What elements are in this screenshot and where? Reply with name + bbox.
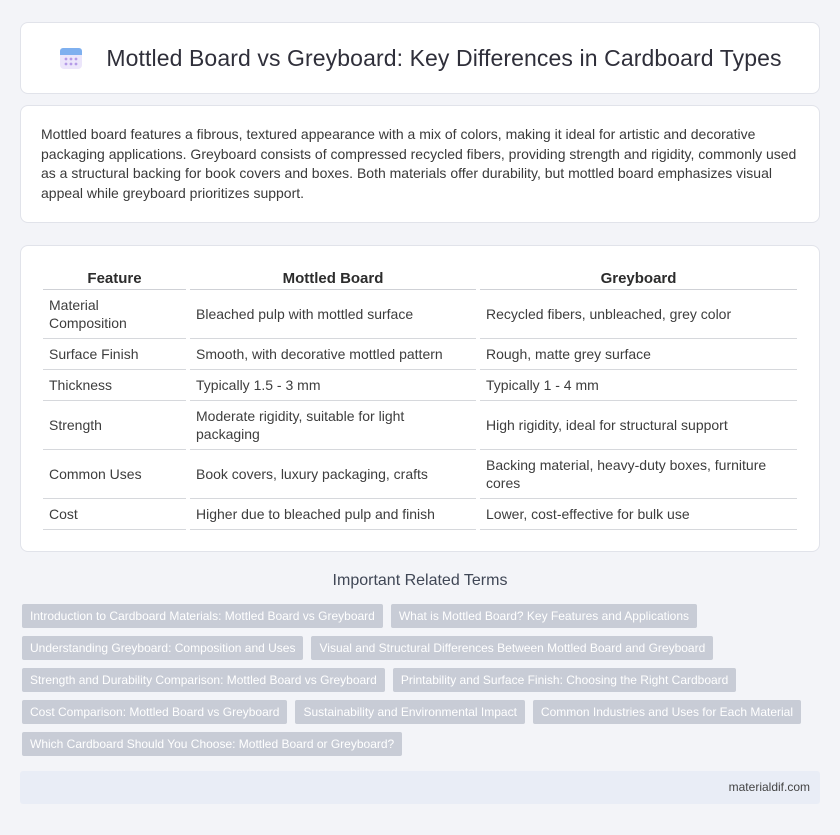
- table-row: [43, 290, 797, 339]
- table-cell: Rough, matte grey surface: [480, 339, 797, 370]
- column-header-mottled-board: Mottled Board: [190, 263, 476, 290]
- table-cell: Lower, cost-effective for bulk use: [480, 499, 797, 530]
- related-term-link[interactable]: Cost Comparison: Mottled Board vs Greyboard: [22, 700, 287, 724]
- column-header-feature: Feature: [43, 263, 186, 290]
- related-terms-section: [0, 572, 840, 590]
- table-cell: Cost: [43, 499, 186, 530]
- table-cell: Higher due to bleached pulp and finish: [190, 499, 476, 530]
- page-title: Mottled Board vs Greyboard: Key Differences in Cardboard Types: [106, 44, 782, 71]
- column-header-greyboard: Greyboard: [480, 263, 797, 290]
- comparison-table-card: [20, 245, 820, 552]
- table-row: [43, 370, 797, 401]
- related-terms-title: Important Related Terms: [332, 572, 508, 589]
- related-term-link[interactable]: Which Cardboard Should You Choose: Mottled Board or Greyboard?: [22, 732, 402, 756]
- header-card: [20, 22, 820, 94]
- table-cell: Common Uses: [43, 450, 186, 499]
- comparison-table: [39, 263, 801, 530]
- related-term-link[interactable]: Printability and Surface Finish: Choosing the Right Cardboard: [393, 668, 737, 692]
- related-term-link[interactable]: What is Mottled Board? Key Features and Applications: [391, 604, 697, 628]
- intro-card: [20, 105, 820, 223]
- related-term-link[interactable]: Introduction to Cardboard Materials: Mottled Board vs Greyboard: [22, 604, 383, 628]
- related-term-link[interactable]: Sustainability and Environmental Impact: [295, 700, 524, 724]
- table-row: [43, 499, 797, 530]
- related-term-link[interactable]: Visual and Structural Differences Between Mottled Board and Greyboard: [311, 636, 713, 660]
- table-cell: Bleached pulp with mottled surface: [190, 290, 476, 339]
- table-cell: Recycled fibers, unbleached, grey color: [480, 290, 797, 339]
- table-cell: Smooth, with decorative mottled pattern: [190, 339, 476, 370]
- table-row: [43, 401, 797, 450]
- table-cell: Material Composition: [43, 290, 186, 339]
- footer-site-link[interactable]: materialdif.com: [728, 780, 810, 794]
- table-cell: Thickness: [43, 370, 186, 401]
- related-terms-list: [22, 604, 822, 756]
- table-cell: Typically 1.5 - 3 mm: [190, 370, 476, 401]
- table-cell: Typically 1 - 4 mm: [480, 370, 797, 401]
- related-term-link[interactable]: Understanding Greyboard: Composition and Uses: [22, 636, 303, 660]
- table-cell: Strength: [43, 401, 186, 450]
- table-cell: Moderate rigidity, suitable for light packaging: [190, 401, 476, 450]
- table-cell: Book covers, luxury packaging, crafts: [190, 450, 476, 499]
- table-cell: Backing material, heavy-duty boxes, furniture cores: [480, 450, 797, 499]
- related-term-link[interactable]: Strength and Durability Comparison: Mottled Board vs Greyboard: [22, 668, 385, 692]
- related-term-link[interactable]: Common Industries and Uses for Each Material: [533, 700, 801, 724]
- intro-text: Mottled board features a fibrous, textured appearance with a mix of colors, making it ideal for artistic and decorative packaging applications. Greyboard consists of compressed recycled fibers, providing strength and rigidity, commonly used as a structural backing for book covers and boxes. Both materials offer durability, but mottled board emphasizes visual appeal while greyboard prioritizes support.: [41, 126, 797, 201]
- calendar-icon: [58, 45, 84, 71]
- table-row: [43, 450, 797, 499]
- table-cell: High rigidity, ideal for structural support: [480, 401, 797, 450]
- table-row: [43, 339, 797, 370]
- footer: [20, 771, 820, 804]
- table-cell: Surface Finish: [43, 339, 186, 370]
